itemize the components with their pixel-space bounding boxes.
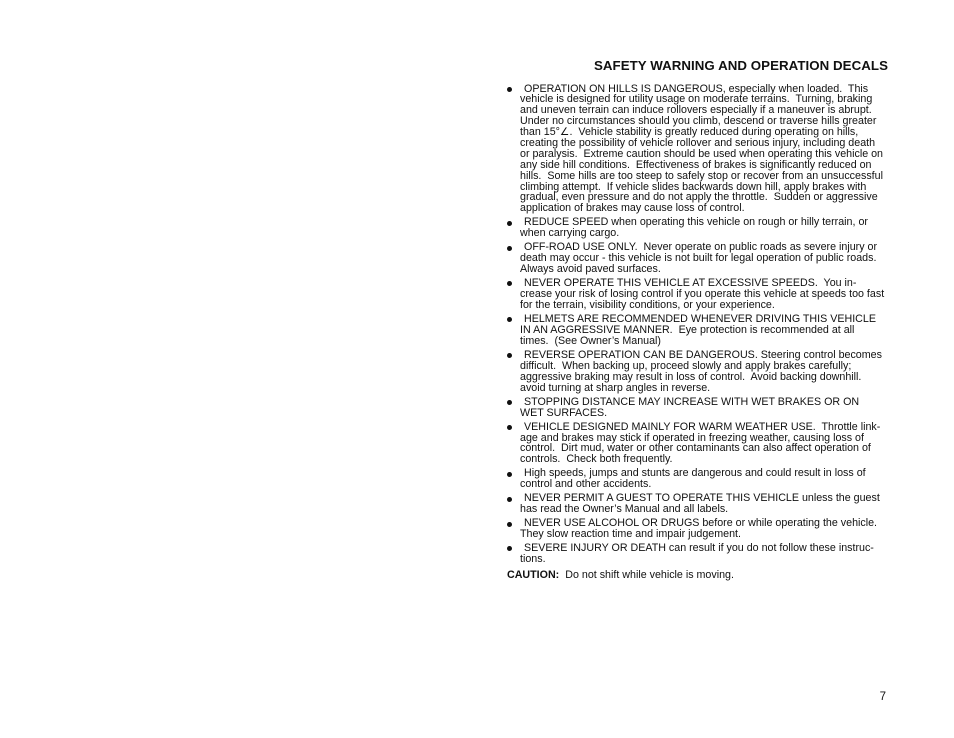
warning-line: any side hill conditions. Effectiveness of brakes is significantly reduced on [520,158,872,171]
warning-line: control and other accidents. [520,478,652,491]
warning-line: They slow reaction time and impair judgement. [520,528,741,541]
warning-line: avoid turning at sharp angles in reverse. [520,381,711,394]
warning-line: controls. Check both frequently. [520,453,673,466]
warning-line: SEVERE INJURY OR DEATH can result if you do not follow these instruc- [524,542,874,555]
bullet-icon [507,497,512,502]
warning-item [507,422,892,466]
warning-item [507,217,892,239]
caution-note [507,570,892,581]
warning-line: NEVER PERMIT A GUEST TO OPERATE THIS VEHICLE unless the guest [524,492,880,505]
warning-item [507,350,892,394]
page-title: SAFETY WARNING AND OPERATION DECALS [593,58,888,73]
bullet-icon [507,353,512,358]
warning-item [507,278,892,311]
bullet-icon [507,281,512,286]
warning-item [507,84,892,215]
warning-line: High speeds, jumps and stunts are dangerous and could result in loss of [524,467,866,480]
warning-line: OPERATION ON HILLS IS DANGEROUS, especially when loaded. This [524,82,869,95]
warning-line: climbing attempt. If vehicle slides backwards down hill, apply brakes with [520,180,867,193]
warning-line: Under no circumstances should you climb, descend or traverse hills greater [520,115,877,128]
warning-item [507,397,892,419]
warning-line: STOPPING DISTANCE MAY INCREASE WITH WET BRAKES OR ON [524,395,860,408]
warning-line: REDUCE SPEED when operating this vehicle on rough or hilly terrain, or [524,216,868,229]
warning-line: aggressive braking may result in loss of control. Avoid backing downhill. [520,370,862,383]
warning-line: NEVER OPERATE THIS VEHICLE AT EXCESSIVE SPEEDS. You in- [524,277,857,290]
warning-line: vehicle is designed for utility usage on moderate terrains. Turning, braking [520,93,873,106]
bullet-icon [507,221,512,226]
warning-line: death may occur - this vehicle is not built for legal operation of public roads. [520,252,877,265]
warning-line: REVERSE OPERATION CAN BE DANGEROUS. Steering control becomes [524,348,882,361]
warning-line: when carrying cargo. [520,227,620,240]
warning-line: HELMETS ARE RECOMMENDED WHENEVER DRIVING THIS VEHICLE [524,313,876,326]
warning-line: tions. [520,553,546,566]
warning-line: times. (See Owner’s Manual) [520,334,661,347]
warning-line: and uneven terrain can induce rollovers especially if a maneuver is abrupt. [520,104,872,117]
warning-line: for the terrain, visibility conditions, or your experience. [520,298,775,311]
bullet-icon [507,425,512,430]
warning-item [507,314,892,347]
bullet-icon [507,472,512,477]
bullet-icon [507,317,512,322]
warning-item [507,543,892,565]
warning-line: OFF-ROAD USE ONLY. Never operate on public roads as severe injury or [524,241,878,254]
warning-line: or paralysis. Extreme caution should be used when operating this vehicle on [520,147,883,160]
warning-line: than 15°∠. Vehicle stability is greatly reduced during operating on hills, [520,126,859,139]
warning-list [507,84,892,581]
warning-line: gradual, even pressure and do not apply the throttle. Sudden or aggressive [520,191,878,204]
warning-line: Always avoid paved surfaces. [520,263,661,276]
warning-line: difficult. When backing up, proceed slowly and apply brakes carefully; [520,359,852,372]
warning-item [507,242,892,275]
warning-line: hills. Some hills are too steep to safely stop or recover from an unsuccessful [520,169,883,182]
warning-line: NEVER USE ALCOHOL OR DRUGS before or while operating the vehicle. [524,517,878,530]
warning-line: application of brakes may cause loss of control. [520,202,745,215]
page-number: 7 [879,691,886,703]
warning-line: crease your risk of losing control if you operate this vehicle at speeds too fast [520,288,885,301]
warning-item [507,518,892,540]
bullet-icon [507,546,512,551]
bullet-icon [507,246,512,251]
bullet-icon [507,87,512,92]
bullet-icon [507,522,512,527]
warning-line: has read the Owner’s Manual and all labels. [520,503,729,516]
warning-item [507,493,892,515]
warning-line: IN AN AGGRESSIVE MANNER. Eye protection is recommended at all [520,323,855,336]
caution-label: CAUTION: [507,568,560,581]
warning-line: age and brakes may stick if operated in freezing weather, causing loss of [520,431,864,444]
warning-line: creating the possibility of vehicle rollover and serious injury, including death [520,136,876,149]
warning-line: VEHICLE DESIGNED MAINLY FOR WARM WEATHER USE. Throttle link- [524,420,881,433]
bullet-icon [507,400,512,405]
warning-line: WET SURFACES. [520,406,608,419]
warning-item [507,468,892,490]
warning-line: control. Dirt mud, water or other contaminants can also affect operation of [520,442,871,455]
caution-text: Do not shift while vehicle is moving. [565,568,734,581]
